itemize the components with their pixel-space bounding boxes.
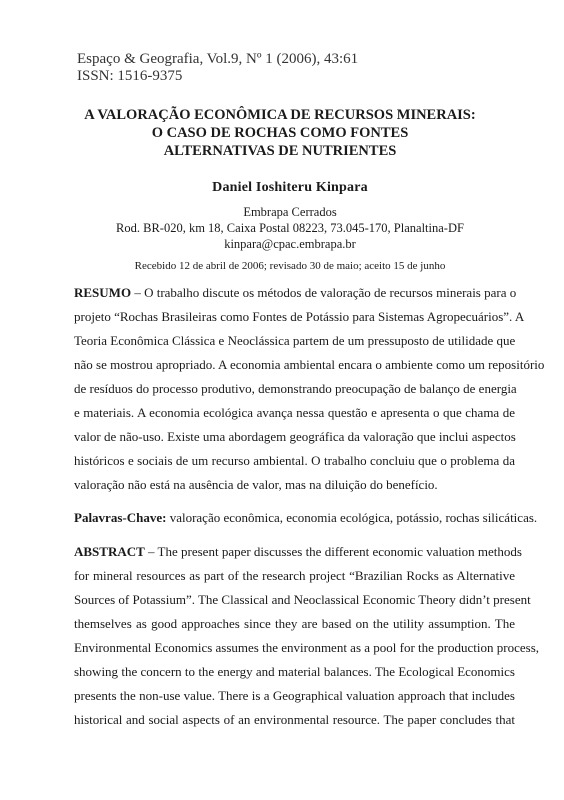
- resumo-line: Teoria Econômica Clássica e Neoclássica partem de um pressuposto de utilidade que: [74, 333, 516, 348]
- resumo-line: projeto “Rochas Brasileiras como Fontes de Potássio para Sistemas Agropecuários”. A: [74, 309, 525, 324]
- received-dates: Recebido 12 de abril de 2006; revisado 30 de maio; aceito 15 de junho: [134, 260, 446, 272]
- journal-issn: ISSN: 1516-9375: [77, 68, 183, 84]
- resumo-line-text: – O trabalho discute os métodos de valoração de recursos minerais para o: [131, 285, 517, 300]
- abstract-line: for mineral resources as part of the research project “Brazilian Rocks as Alternative: [74, 568, 515, 583]
- journal-citation: Espaço & Geografia, Vol.9, Nº 1 (2006), 43:61: [77, 51, 359, 67]
- resumo-line: [74, 281, 515, 305]
- abstract-line: themselves as good approaches since they are based on the utility assumption. The: [74, 616, 515, 631]
- author-affiliation: [40, 204, 540, 252]
- resumo-line: e materiais. A economia ecológica avança nessa questão e apresenta o que chama de: [74, 405, 515, 420]
- abstract-paragraph: [74, 540, 539, 732]
- article-title-line: O CASO DE ROCHAS COMO FONTES: [151, 125, 409, 141]
- abstract-line: presents the non-use value. There is a Geographical valuation approach that includes: [74, 688, 515, 703]
- abstract-line: Environmental Economics assumes the environment as a pool for the production process,: [74, 640, 539, 655]
- abstract-label: ABSTRACT: [74, 544, 145, 559]
- abstract-line: [74, 540, 522, 564]
- resumo-line: históricos e sociais de um recurso ambiental. O trabalho concluiu que o problema da: [74, 453, 515, 468]
- resumo-paragraph: [74, 281, 545, 497]
- abstract-line-text: – The present paper discusses the different economic valuation methods: [144, 544, 522, 559]
- affiliation-address: Rod. BR-020, km 18, Caixa Postal 08223, 73.045-170, Planaltina-DF: [116, 221, 464, 235]
- affiliation-institution: Embrapa Cerrados: [243, 205, 337, 219]
- keywords-paragraph: [74, 506, 538, 530]
- abstract-line: historical and social aspects of an environmental resource. The paper concludes that: [74, 712, 515, 727]
- keywords-label: Palavras-Chave:: [74, 510, 167, 525]
- article-title-line: ALTERNATIVAS DE NUTRIENTES: [163, 143, 397, 159]
- author-name: Daniel Ioshiteru Kinpara: [212, 180, 368, 195]
- resumo-line: de resíduos do processo produtivo, demonstrando preocupação de balanço de energia: [74, 381, 517, 396]
- resumo-line: valor de não-uso. Existe uma abordagem geográfica da valoração que inclui aspectos: [74, 429, 516, 444]
- keywords-text: valoração econômica, economia ecológica, potássio, rochas silicáticas.: [166, 510, 538, 525]
- abstract-line: Sources of Potassium”. The Classical and Neoclassical Economic Theory didn’t present: [74, 592, 531, 607]
- affiliation-email: kinpara@cpac.embrapa.br: [224, 237, 356, 251]
- resumo-label: RESUMO: [74, 285, 132, 300]
- article-title: [40, 106, 520, 160]
- article-title-line: A VALORAÇÃO ECONÔMICA DE RECURSOS MINERAIS:: [84, 107, 476, 123]
- keywords-line: [74, 506, 538, 530]
- resumo-line: valoração não está na ausência de valor, mas na diluição do benefício.: [74, 477, 438, 492]
- abstract-line: showing the concern to the energy and material balances. The Ecological Economics: [74, 664, 515, 679]
- resumo-line: não se mostrou apropriado. A economia ambiental encara o ambiente como um repositório: [74, 357, 545, 372]
